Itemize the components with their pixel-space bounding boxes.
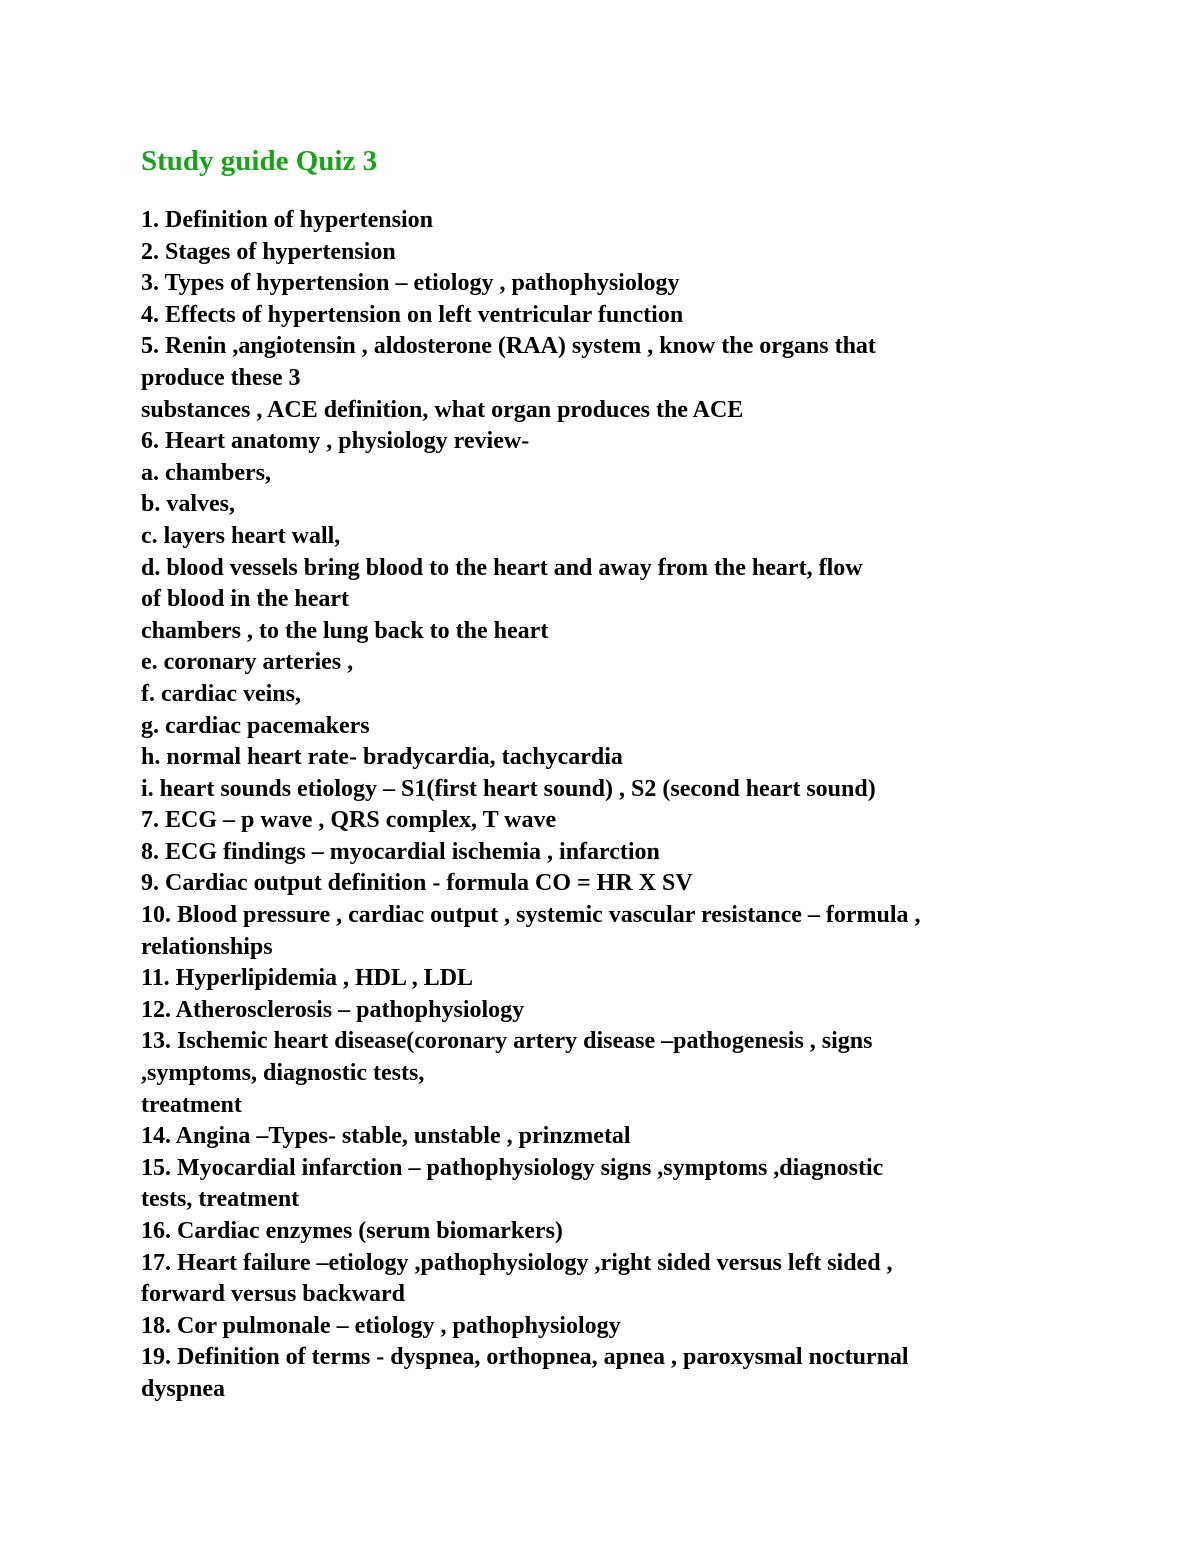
study-topic-line: 12. Atherosclerosis – pathophysiology <box>141 996 525 1023</box>
study-topic-line: a. chambers, <box>141 459 271 486</box>
study-topic-line: g. cardiac pacemakers <box>141 712 370 739</box>
study-topic-line: 6. Heart anatomy , physiology review- <box>141 428 530 455</box>
study-topic-line: 4. Effects of hypertension on left ventricular function <box>141 301 684 328</box>
study-topic-line: dyspnea <box>141 1375 226 1402</box>
study-topic-line: chambers , to the lung back to the heart <box>141 617 549 644</box>
study-topic-line: d. blood vessels bring blood to the heart and away from the heart, flow <box>141 554 863 581</box>
study-topic-line: treatment <box>141 1091 242 1118</box>
study-topic-line: 16. Cardiac enzymes (serum biomarkers) <box>141 1218 563 1244</box>
document-title: Study guide Quiz 3 <box>141 145 378 177</box>
study-topic-line: tests, treatment <box>141 1186 300 1213</box>
study-topic-line: 13. Ischemic heart disease(coronary artery disease –pathogenesis , signs <box>141 1028 873 1055</box>
study-topic-line: 9. Cardiac output definition - formula CO = HR X SV <box>141 870 693 897</box>
study-topic-line: 11. Hyperlipidemia , HDL , LDL <box>141 965 474 992</box>
study-topic-line: 2. Stages of hypertension <box>141 238 396 265</box>
study-topic-line: 14. Angina –Types- stable, unstable , prinzmetal <box>141 1123 631 1150</box>
study-topic-line: 5. Renin ,angiotensin , aldosterone (RAA) system , know the organs that <box>141 333 876 360</box>
study-topic-line: 1. Definition of hypertension <box>141 207 434 233</box>
study-topic-line: 10. Blood pressure , cardiac output , systemic vascular resistance – formula , <box>141 902 921 929</box>
study-topic-line: 18. Cor pulmonale – etiology , pathophysiology <box>141 1312 621 1339</box>
study-topic-line: of blood in the heart <box>141 586 350 613</box>
study-topic-line: 17. Heart failure –etiology ,pathophysiology ,right sided versus left sided , <box>141 1249 893 1276</box>
study-topic-line: f. cardiac veins, <box>141 680 301 707</box>
study-topic-line: b. valves, <box>141 491 236 518</box>
study-topic-line: 8. ECG findings – myocardial ischemia , infarction <box>141 838 660 865</box>
study-topic-line: i. heart sounds etiology – S1(first heart sound) , S2 (second heart sound) <box>141 775 876 802</box>
study-topic-line: ,symptoms, diagnostic tests, <box>141 1060 425 1087</box>
study-topic-line: h. normal heart rate- bradycardia, tachycardia <box>141 744 623 771</box>
study-topic-line: c. layers heart wall, <box>141 522 341 549</box>
study-topic-line: relationships <box>141 933 273 960</box>
study-topic-list <box>141 205 1141 1406</box>
study-topic-line: produce these 3 <box>141 364 301 391</box>
study-topic-line: 3. Types of hypertension – etiology , pathophysiology <box>141 270 680 297</box>
study-topic-line: substances , ACE definition, what organ produces the ACE <box>141 396 744 423</box>
study-topic-line: 15. Myocardial infarction – pathophysiology signs ,symptoms ,diagnostic <box>141 1154 884 1181</box>
study-topic-line: e. coronary arteries , <box>141 649 354 676</box>
study-topic-line: 7. ECG – p wave , QRS complex, T wave <box>141 807 557 834</box>
study-topic-line: 19. Definition of terms - dyspnea, orthopnea, apnea , paroxysmal nocturnal <box>141 1344 909 1371</box>
study-topic-line: forward versus backward <box>141 1281 405 1308</box>
